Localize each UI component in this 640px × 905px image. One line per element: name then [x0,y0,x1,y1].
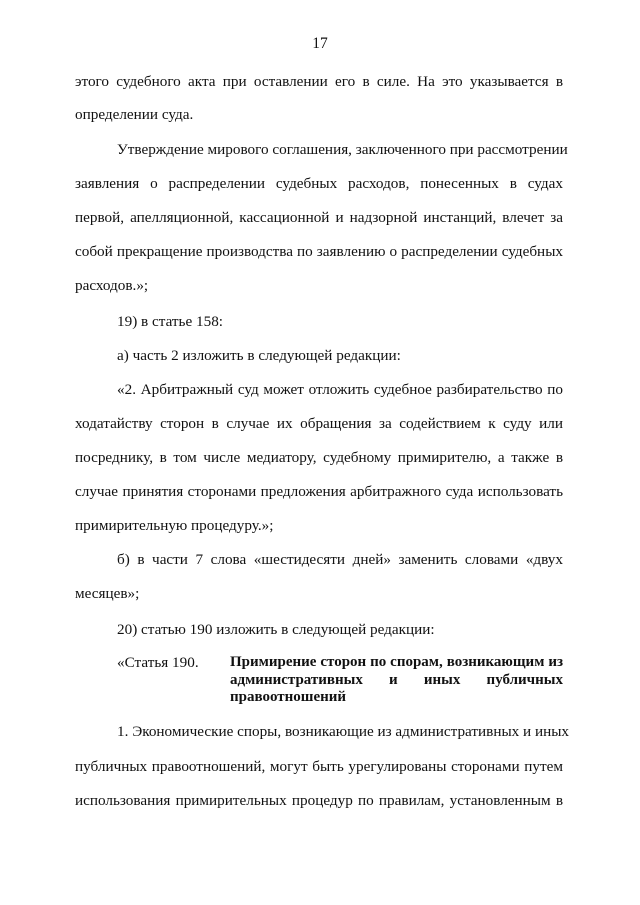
text-line: первой, апелляционной, кассационной и надзорной инстанций, влечет за [75,209,563,226]
article-title-line: административных и иных публичных [230,671,563,688]
article-title-line: Примирение сторон по спорам, возникающим из [230,654,563,670]
text-line: определении суда. [75,106,194,123]
text-line: использования примирительных процедур по правилам, установленным в [75,792,563,809]
text-line: 1. Экономические споры, возникающие из административных и иных [117,723,570,740]
text-line: Утверждение мирового соглашения, заключенного при рассмотрении [117,141,568,158]
text-line: собой прекращение производства по заявлению о распределении судебных [75,243,563,260]
text-line: месяцев»; [75,585,140,602]
text-line: «2. Арбитражный суд может отложить судебное разбирательство по [117,381,563,398]
text-line: заявления о распределении судебных расходов, понесенных в судах [75,175,563,192]
text-line: публичных правоотношений, могут быть урегулированы сторонами путем [75,758,563,775]
text-line: 19) в статье 158: [117,313,224,330]
page-number: 17 [312,35,328,52]
text-line: расходов.»; [75,277,149,294]
text-line: примирительную процедуру.»; [75,517,274,534]
article-title [230,654,563,707]
text-line: этого судебного акта при оставлении его в силе. На это указывается в [75,73,563,90]
text-line: 20) статью 190 изложить в следующей редакции: [117,621,435,638]
text-line: посреднику, в том числе медиатору, судебному примирителю, а также в [75,449,563,466]
text-line: а) часть 2 изложить в следующей редакции: [117,347,401,364]
article-title-line: правоотношений [230,689,347,705]
text-line: ходатайству сторон в случае их обращения за содействием к суду или [75,415,563,432]
text-line: б) в части 7 слова «шестидесяти дней» заменить словами «двух [117,551,563,568]
article-label: «Статья 190. [117,654,199,671]
text-line: случае принятия сторонами предложения арбитражного суда использовать [75,483,563,500]
